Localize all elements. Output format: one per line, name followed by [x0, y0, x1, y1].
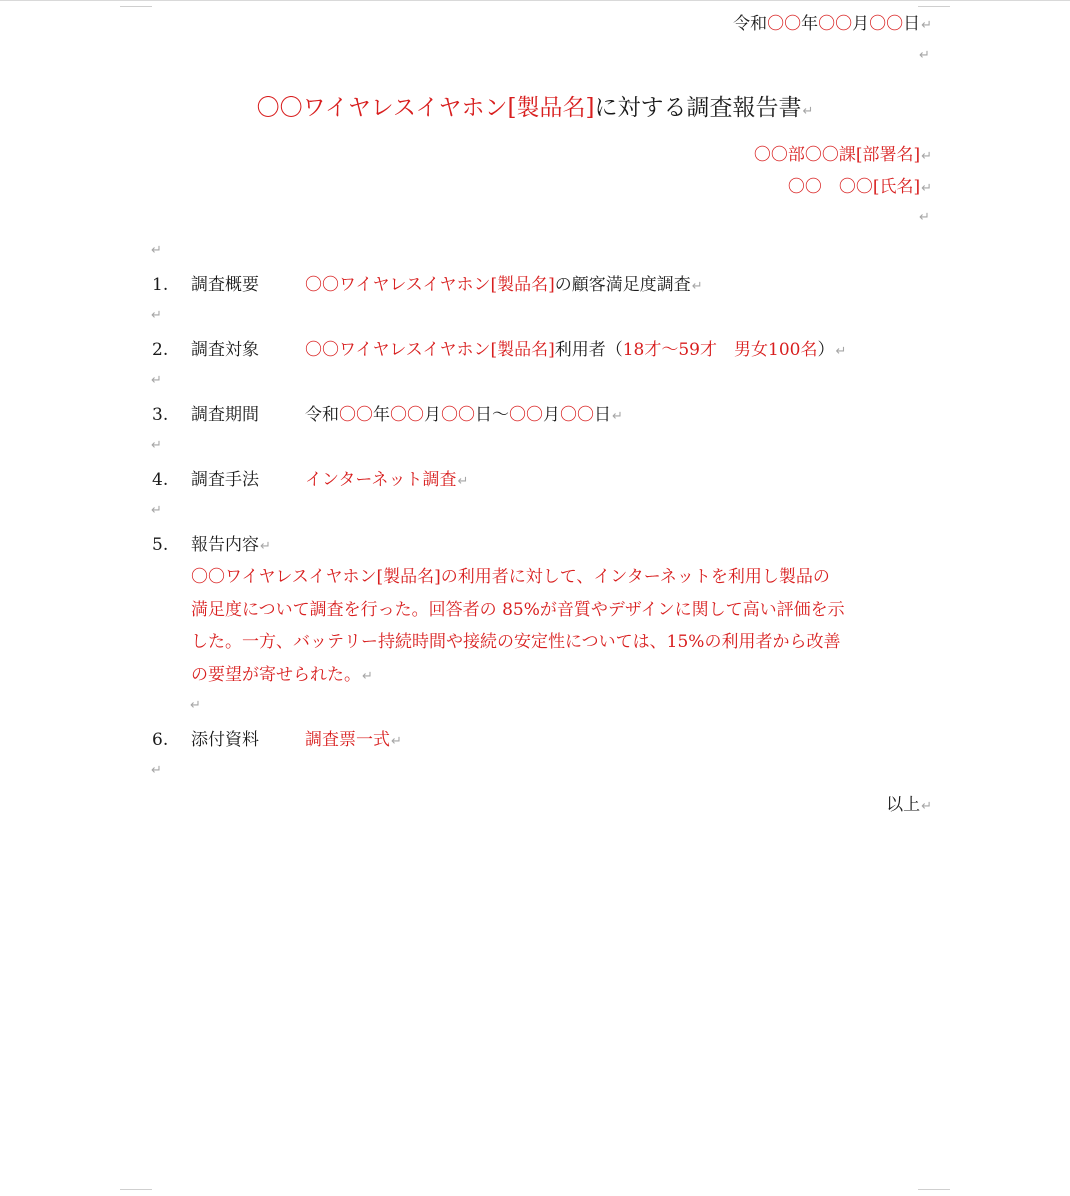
paragraph-mark: ↵: [151, 503, 162, 518]
value-text: ）: [817, 340, 835, 360]
closing-word: 以上: [886, 795, 921, 815]
paragraph-mark: ↵: [457, 474, 469, 489]
section-number: 3.: [152, 405, 169, 425]
paragraph-mark: ↵: [919, 210, 930, 225]
section-label: 調査概要: [191, 275, 259, 295]
demographic-placeholder: 18才～59才 男女100名: [622, 340, 818, 360]
title-suffix: に対する調査報告書: [594, 95, 802, 121]
date-placeholder: 〇〇: [441, 405, 475, 425]
date-era: 令和: [733, 14, 768, 34]
paragraph-mark: ↵: [612, 409, 623, 424]
margin-corner-bottom-right: [918, 1189, 950, 1196]
report-date[interactable]: [733, 13, 932, 37]
attachment-placeholder: 調査票一式: [305, 730, 390, 750]
paragraph-mark: ↵: [260, 539, 271, 554]
closing-text[interactable]: [886, 794, 932, 818]
paragraph-mark: ↵: [921, 181, 932, 196]
date-placeholder: 〇〇: [390, 405, 424, 425]
paragraph-mark: ↵: [921, 149, 932, 164]
date-year-label: 年: [801, 14, 819, 34]
section-label: 調査期間: [191, 405, 259, 425]
paragraph-mark: ↵: [151, 373, 162, 388]
paragraph-mark: ↵: [919, 48, 930, 63]
section-number: 4.: [152, 470, 169, 490]
value-text: 令和: [305, 405, 339, 425]
section-value: [305, 729, 402, 753]
paragraph-mark: ↵: [151, 438, 162, 453]
product-placeholder: 〇〇ワイヤレスイヤホン[製品名]: [305, 340, 555, 360]
section-value: [305, 339, 846, 363]
value-text: 月: [424, 405, 441, 425]
report-title[interactable]: [0, 93, 1070, 127]
value-text: 日: [594, 405, 611, 425]
date-placeholder: 〇〇: [339, 405, 373, 425]
author-department[interactable]: [754, 144, 932, 168]
section-number: 2.: [152, 340, 169, 360]
section-value: [305, 469, 468, 493]
date-day-placeholder: 〇〇: [869, 14, 904, 34]
author-name[interactable]: [788, 176, 932, 200]
margin-corner-top-right: [918, 0, 950, 7]
page-top-edge: [0, 0, 1070, 1]
margin-corner-bottom-left: [120, 1189, 152, 1196]
section-label: [191, 534, 271, 558]
section-label: 添付資料: [191, 730, 259, 750]
section-label-text: 報告内容: [191, 535, 259, 555]
section-number: 1.: [152, 275, 169, 295]
report-body-line: 〇〇ワイヤレスイヤホン[製品名]の利用者に対して、インターネットを利用し製品の: [191, 567, 830, 587]
name-placeholder: 〇〇 〇〇[氏名]: [787, 177, 921, 197]
date-month-placeholder: 〇〇: [818, 14, 853, 34]
date-year-placeholder: 〇〇: [767, 14, 802, 34]
paragraph-mark: ↵: [921, 799, 932, 814]
date-placeholder: 〇〇: [560, 405, 594, 425]
section-value: [305, 404, 623, 428]
paragraph-mark: ↵: [921, 18, 932, 33]
section-label: 調査対象: [191, 340, 259, 360]
product-placeholder: 〇〇ワイヤレスイヤホン[製品名]: [305, 275, 555, 295]
paragraph-mark: ↵: [691, 279, 703, 294]
paragraph-mark: ↵: [151, 243, 162, 258]
paragraph-mark: ↵: [151, 763, 162, 778]
paragraph-mark: ↵: [362, 668, 373, 684]
report-body-line: 満足度について調査を行った。回答者の 85%が音質やデザインに関して高い評価を示: [191, 599, 845, 620]
section-number: 5.: [152, 535, 169, 555]
method-placeholder: インターネット調査: [305, 470, 457, 490]
department-placeholder: 〇〇部〇〇課[部署名]: [753, 145, 921, 165]
date-placeholder: 〇〇: [509, 405, 543, 425]
section-label: 調査手法: [191, 470, 259, 490]
paragraph-mark: ↵: [802, 104, 814, 119]
section-number: 6.: [152, 730, 169, 750]
paragraph-mark: ↵: [190, 698, 201, 713]
report-body-line: [191, 659, 921, 694]
margin-corner-top-left: [120, 0, 152, 7]
value-text: 利用者（: [554, 340, 623, 360]
title-product-placeholder: 〇〇ワイヤレスイヤホン[製品名]: [256, 95, 595, 121]
report-body: [191, 561, 921, 693]
value-text: の顧客満足度調査: [554, 275, 691, 295]
report-body-line-text: の要望が寄せられた。: [191, 664, 361, 685]
value-text: 月: [543, 405, 560, 425]
paragraph-mark: ↵: [151, 308, 162, 323]
date-month-label: 月: [852, 14, 870, 34]
paragraph-mark: ↵: [391, 734, 402, 749]
section-value: [305, 274, 703, 298]
report-body-line: した。一方、バッテリー持続時間や接続の安定性については、15%の利用者から改善: [191, 632, 841, 652]
value-text: 日～: [475, 405, 509, 425]
date-day-label: 日: [903, 14, 921, 34]
value-text: 年: [373, 405, 390, 425]
paragraph-mark: ↵: [835, 344, 847, 359]
